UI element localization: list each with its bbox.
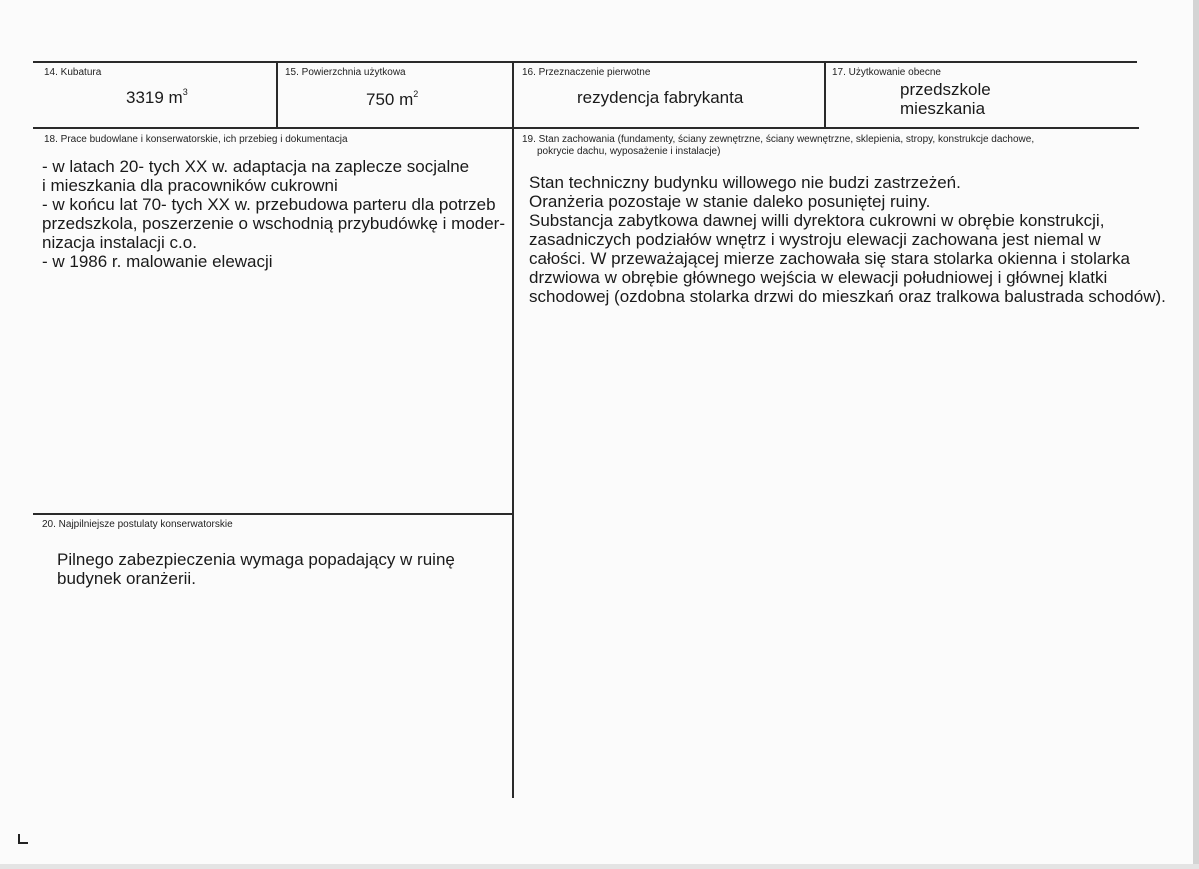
divider-15-16 [512,61,514,798]
field-19-label [522,134,1034,158]
field-15-label: 15. Powierzchnia użytkowa [285,67,406,78]
field-19-label-line: 19. Stan zachowania (fundamenty, ściany zewnętrzne, ściany wewnętrzne, sklepienia, stropy, konstrukcje dachowe, [522,134,1035,145]
section-20-rule [33,513,514,515]
field-20-line: budynek oranżerii. [57,569,196,588]
scan-edge-bottom [0,864,1199,869]
field-19-line: całości. W przeważającej mierze zachowała się stara stolarka okienna i stolarka [529,249,1130,268]
field-17-line: przedszkole [900,80,991,99]
field-19-label-line: pokrycie dachu, wyposażenie i instalacje) [537,146,721,157]
field-18-line: nizacja instalacji c.o. [42,233,197,252]
field-18-line: - w 1986 r. malowanie elewacji [42,252,273,271]
top-rule [33,61,1137,63]
field-18-line: - w końcu lat 70- tych XX w. przebudowa parteru dla potrzeb [42,195,496,214]
field-19-line: schodowej (ozdobna stolarka drzwi do mieszkań oraz tralkowa balustrada schodów). [529,287,1166,306]
middle-rule [33,127,1139,129]
field-18-line: - w latach 20- tych XX w. adaptacja na zaplecze socjalne [42,157,470,176]
field-19-line: drzwiowa w obrębie głównego wejścia w elewacji południowej i głównej klatki [529,268,1108,287]
field-17-value [900,80,991,118]
field-19-line: Oranżeria pozostaje w stanie daleko posuniętej ruiny. [529,192,931,211]
divider-14-15 [276,61,278,128]
scan-edge-right [1193,0,1199,869]
field-17-line: mieszkania [900,99,986,118]
field-20-text [57,550,455,588]
field-14-value [126,88,188,107]
corner-mark [18,834,28,844]
field-19-line: zasadniczych podziałów wnętrz i wystroju elewacji zachowana jest niemal w [529,230,1101,249]
field-15-value [366,90,418,109]
field-18-label: 18. Prace budowlane i konserwatorskie, ich przebieg i dokumentacja [44,134,348,145]
field-15-number: 750 m [366,90,414,109]
field-20-line: Pilnego zabezpieczenia wymaga popadający w ruinę [57,550,455,569]
field-16-label: 16. Przeznaczenie pierwotne [522,67,651,78]
field-19-line: Substancja zabytkowa dawnej willi dyrektora cukrowni w obrębie konstrukcji, [529,211,1105,230]
divider-16-17 [824,61,826,128]
field-14-unit-exponent: 3 [182,87,188,97]
field-18-line: przedszkola, poszerzenie o wschodnią przybudówkę i moder- [42,214,506,233]
field-20-label: 20. Najpilniejsze postulaty konserwatorskie [42,519,233,530]
field-18-line: i mieszkania dla pracowników cukrowni [42,176,338,195]
field-19-line: Stan techniczny budynku willowego nie budzi zastrzeżeń. [529,173,961,192]
field-19-text [529,173,1166,306]
field-18-text [42,157,505,271]
field-14-number: 3319 m [126,88,183,107]
field-17-label: 17. Użytkowanie obecne [832,67,941,78]
field-16-value: rezydencja fabrykanta [577,88,744,107]
field-15-unit-exponent: 2 [413,89,419,99]
field-14-label: 14. Kubatura [44,67,102,78]
